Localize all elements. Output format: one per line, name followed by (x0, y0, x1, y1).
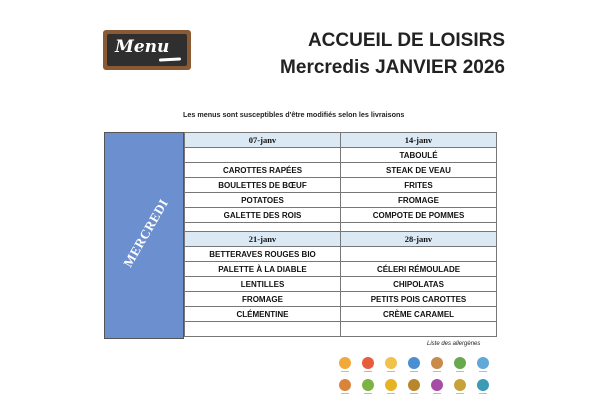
dish-cell: POTATOES (185, 193, 341, 208)
page-title: ACCUEIL DE LOISIRS (307, 30, 505, 51)
dish-cell (185, 148, 341, 163)
allergen-sulfites-icon (431, 379, 443, 391)
allergen-legend-title: Liste des allergènes (427, 341, 481, 347)
allergen-caption-mark (406, 392, 422, 395)
allergen-fruits-a-coque-icon (339, 379, 351, 391)
dish-row (185, 292, 497, 307)
allergen-caption-mark (452, 392, 468, 395)
allergen-caption-mark (475, 370, 491, 373)
week-date: 14-janv (341, 133, 497, 148)
chalk-icon (159, 57, 181, 61)
dish-cell (341, 247, 497, 262)
allergen-caption-mark (383, 392, 399, 395)
dish-cell: FROMAGE (341, 193, 497, 208)
week-date: 21-janv (185, 232, 341, 247)
chalkboard (107, 34, 187, 66)
allergen-caption-mark (360, 370, 376, 373)
dish-row (185, 178, 497, 193)
page-subtitle: Mercredis JANVIER 2026 (280, 57, 505, 78)
week-date: 07-janv (185, 133, 341, 148)
menu-table (184, 132, 497, 337)
dish-cell: PALETTE À LA DIABLE (185, 262, 341, 277)
dish-row (185, 277, 497, 292)
dish-row (185, 208, 497, 223)
dish-cell: CÉLERI RÉMOULADE (341, 262, 497, 277)
allergen-caption-mark (360, 392, 376, 395)
allergen-arachides-icon (431, 357, 443, 369)
dish-row (185, 193, 497, 208)
allergen-caption-mark (337, 392, 353, 395)
dish-row (185, 163, 497, 178)
dish-cell: COMPOTE DE POMMES (341, 208, 497, 223)
allergen-caption-mark (429, 392, 445, 395)
week-header-row (185, 232, 497, 247)
allergen-sesame-icon (408, 379, 420, 391)
dish-cell: CRÈME CARAMEL (341, 307, 497, 322)
allergen-lait-icon (477, 357, 489, 369)
dish-cell: GALETTE DES ROIS (185, 208, 341, 223)
allergen-caption-mark (475, 392, 491, 395)
dish-cell: FRITES (341, 178, 497, 193)
spacer-row (185, 223, 497, 232)
dish-cell (185, 322, 341, 337)
allergen-caption-mark (406, 370, 422, 373)
dish-cell: CLÉMENTINE (185, 307, 341, 322)
allergen-mollusques-icon (477, 379, 489, 391)
dish-cell: FROMAGE (185, 292, 341, 307)
dish-cell: CHIPOLATAS (341, 277, 497, 292)
allergen-caption-mark (452, 370, 468, 373)
dish-row (185, 148, 497, 163)
allergen-poisson-icon (408, 357, 420, 369)
allergen-crustaces-icon (362, 357, 374, 369)
dish-row (185, 322, 497, 337)
logo-text: Menu (115, 37, 170, 57)
dish-cell: BETTERAVES ROUGES BIO (185, 247, 341, 262)
allergen-moutarde-icon (385, 379, 397, 391)
spacer-cell (341, 223, 497, 232)
delivery-note: Les menus sont susceptibles d'être modifiés selon les livraisons (183, 110, 405, 119)
spacer-cell (185, 223, 341, 232)
dish-row (185, 307, 497, 322)
menu-logo (103, 30, 191, 70)
dish-row (185, 247, 497, 262)
week-header-row (185, 133, 497, 148)
allergen-oeufs-icon (385, 357, 397, 369)
allergen-soja-icon (454, 357, 466, 369)
allergen-caption-mark (429, 370, 445, 373)
allergen-caption-mark (337, 370, 353, 373)
dish-cell: PETITS POIS CAROTTES (341, 292, 497, 307)
day-side-panel (104, 132, 184, 339)
dish-row (185, 262, 497, 277)
allergen-icon-grid (337, 357, 497, 409)
dish-cell: LENTILLES (185, 277, 341, 292)
week-date: 28-janv (341, 232, 497, 247)
allergen-lupin-icon (454, 379, 466, 391)
dish-cell: CAROTTES RAPÉES (185, 163, 341, 178)
dish-cell: STEAK DE VEAU (341, 163, 497, 178)
allergen-celeri-icon (362, 379, 374, 391)
dish-cell (341, 322, 497, 337)
dish-cell: TABOULÉ (341, 148, 497, 163)
dish-cell: BOULETTES DE BŒUF (185, 178, 341, 193)
allergen-gluten-icon (339, 357, 351, 369)
allergen-caption-mark (383, 370, 399, 373)
day-label: MERCREDI (120, 196, 172, 270)
